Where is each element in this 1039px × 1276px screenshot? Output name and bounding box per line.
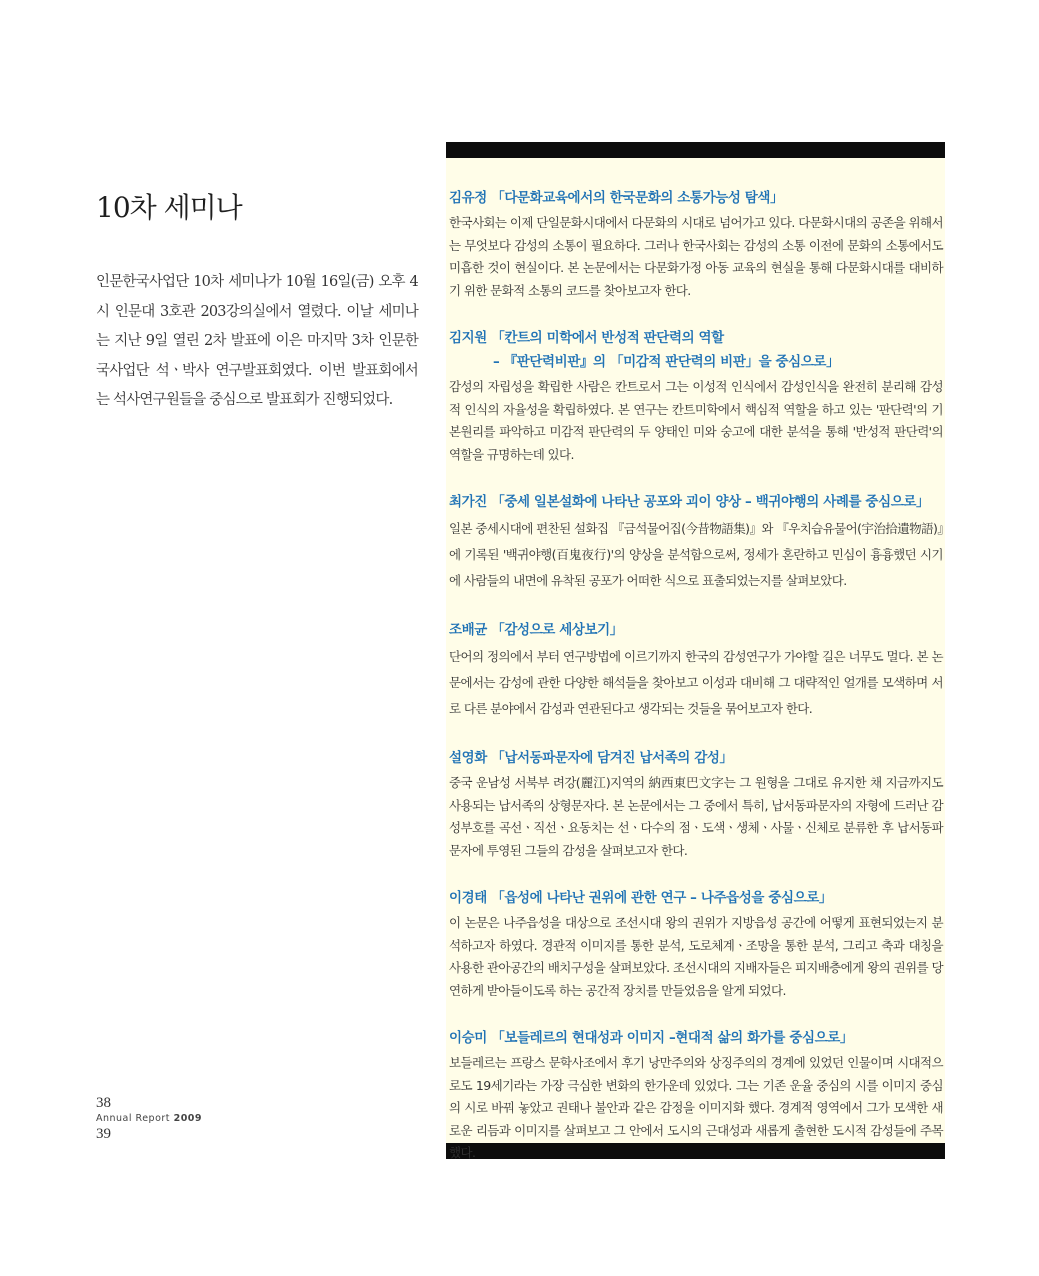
entry-author: 최가진 xyxy=(449,494,487,510)
abstract-entry xyxy=(449,888,943,1002)
abstract-entry xyxy=(449,748,943,862)
entry-body: 일본 중세시대에 편찬된 설화집 『금석물어집(今昔物語集)』와 『우치습유물어(宇治拾遺物語)』에 기록된 '백귀야행(百鬼夜行)'의 양상을 분석함으로써, 정세가 혼란하고 민심이 흉흉했던 시기에 사람들의 내면에 유착된 공포가 어떠한 식으로 표출되었는지를 살펴보았다. xyxy=(449,521,943,588)
entry-body: 한국사회는 이제 단일문화시대에서 다문화의 시대로 넘어가고 있다. 다문화시대의 공존을 위해서는 무엇보다 감성의 소통이 필요하다. 그러나 한국사회는 감성의 소통 이전에 문화의 소통에서도 미흡한 것이 현실이다. 본 논문에서는 다문화가정 아동 교육의 현실을 통해 다문화시대를 대비하기 위한 문화적 소통의 코드를 찾아보고자 한다. xyxy=(449,215,943,298)
abstract-entry xyxy=(449,188,943,302)
top-black-bar xyxy=(446,142,945,158)
abstract-list xyxy=(449,188,943,1191)
page-title: 10차 세미나 xyxy=(96,191,242,224)
entry-title: 「중세 일본설화에 나타난 공포와 괴이 양상 – 백귀야행의 사례를 중심으로」 xyxy=(491,494,930,510)
entry-title: 「보들레르의 현대성과 이미지 –현대적 삶의 화가를 중심으로」 xyxy=(491,1030,853,1046)
entry-heading xyxy=(449,620,943,640)
page-footer xyxy=(96,1094,202,1143)
entry-heading xyxy=(449,328,943,348)
entry-author: 설영화 xyxy=(449,750,487,766)
entry-body: 보들레르는 프랑스 문학사조에서 후기 낭만주의와 상징주의의 경계에 있었던 인물이며 시대적으로도 19세기라는 가장 극심한 변화의 한가운데 있었다. 그는 기존 운율 중심의 시를 이미지 중심의 시로 바꿔 놓았고 권태나 불안과 같은 감정을 이미지화 했다. 경계적 영역에서 그가 모색한 새로운 리듬과 이미지를 살펴보고 그 안에서 도시의 근대성과 새롭게 출현한 도시적 감성들에 주목했다. xyxy=(449,1055,943,1160)
entry-body: 단어의 정의에서 부터 연구방법에 이르기까지 한국의 감성연구가 가야할 길은 너무도 멀다. 본 논문에서는 감성에 관한 다양한 해석들을 찾아보고 이성과 대비해 그 대략적인 얼개를 모색하며 서로 다른 분야에서 감성과 연관된다고 생각되는 것들을 묶어보고자 한다. xyxy=(449,649,943,716)
entry-author: 이경태 xyxy=(449,890,487,906)
entry-title: 「감성으로 세상보기」 xyxy=(491,622,623,638)
entry-title: 「납서동파문자에 담겨진 납서족의 감성」 xyxy=(491,750,733,766)
report-label: Annual Report 2009 xyxy=(96,1113,203,1124)
entry-body: 이 논문은 나주읍성을 대상으로 조선시대 왕의 권위가 지방읍성 공간에 어떻게 표현되었는지 분석하고자 하였다. 경관적 이미지를 통한 분석, 도로체계ㆍ조망을 통한 분석, 그리고 축과 대칭을 사용한 관아공간의 배치구성을 살펴보았다. 조선시대의 지배자들은 피지배층에게 왕의 권위를 당연하게 받아들이도록 하는 공간적 장치를 만들었음을 알게 되었다. xyxy=(449,915,943,998)
entry-body: 중국 운남성 서북부 려강(麗江)지역의 納西東巴文字는 그 원형을 그대로 유지한 채 지금까지도 사용되는 납서족의 상형문자다. 본 논문에서는 그 중에서 특히, 납서동파문자의 자형에 드러난 감성부호를 곡선ㆍ직선ㆍ요동치는 선ㆍ다수의 점ㆍ도색ㆍ생체ㆍ사물ㆍ신체로 분류한 후 납서동파문자에 투영된 그들의 감성을 살펴보고자 한다. xyxy=(449,775,943,858)
entry-heading xyxy=(449,748,943,768)
abstract-entry xyxy=(449,1028,943,1165)
entry-heading xyxy=(449,888,943,908)
entry-title: 「읍성에 나타난 권위에 관한 연구 – 나주읍성을 중심으로」 xyxy=(491,890,833,906)
entry-author: 조배균 xyxy=(449,622,487,638)
abstract-entry xyxy=(449,620,943,722)
abstract-entry xyxy=(449,328,943,466)
entry-author: 이승미 xyxy=(449,1030,487,1046)
entry-author: 김유정 xyxy=(449,190,487,206)
page-number-right: 39 xyxy=(96,1126,111,1142)
intro-paragraph: 인문한국사업단 10차 세미나가 10월 16일(금) 오후 4시 인문대 3호관 203강의실에서 열렸다. 이날 세미나는 지난 9일 열린 2차 발표에 이은 마지막 3차 인문한국사업단 석ㆍ박사 연구발표회였다. 이번 발표회에서는 석사연구원들을 중심으로 발표회가 진행되었다. xyxy=(96,274,418,408)
entry-heading xyxy=(449,1028,943,1048)
entry-author: 김지원 xyxy=(449,330,487,346)
entry-heading xyxy=(449,492,943,512)
page-number-left: 38 xyxy=(96,1095,111,1111)
abstract-entry xyxy=(449,492,943,594)
report-year: 2009 xyxy=(173,1113,203,1124)
entry-title: 「다문화교육에서의 한국문화의 소통가능성 탐색」 xyxy=(491,190,784,206)
entry-subtitle: – 『판단력비판』의 「미감적 판단력의 비판」을 중심으로」 xyxy=(493,354,840,370)
entry-body: 감성의 자립성을 확립한 사람은 칸트로서 그는 이성적 인식에서 감성인식을 완전히 분리해 감성적 인식의 자율성을 확립하였다. 본 연구는 칸트미학에서 핵심적 역할을 하고 있는 '판단력'의 기본원리를 파악하고 미감적 판단력의 두 양태인 미와 숭고에 대한 분석을 통해 '반성적 판단력'의 역할을 규명하는데 있다. xyxy=(449,379,943,462)
entry-heading xyxy=(449,188,943,208)
entry-title: 「칸트의 미학에서 반성적 판단력의 역할 xyxy=(491,330,724,346)
